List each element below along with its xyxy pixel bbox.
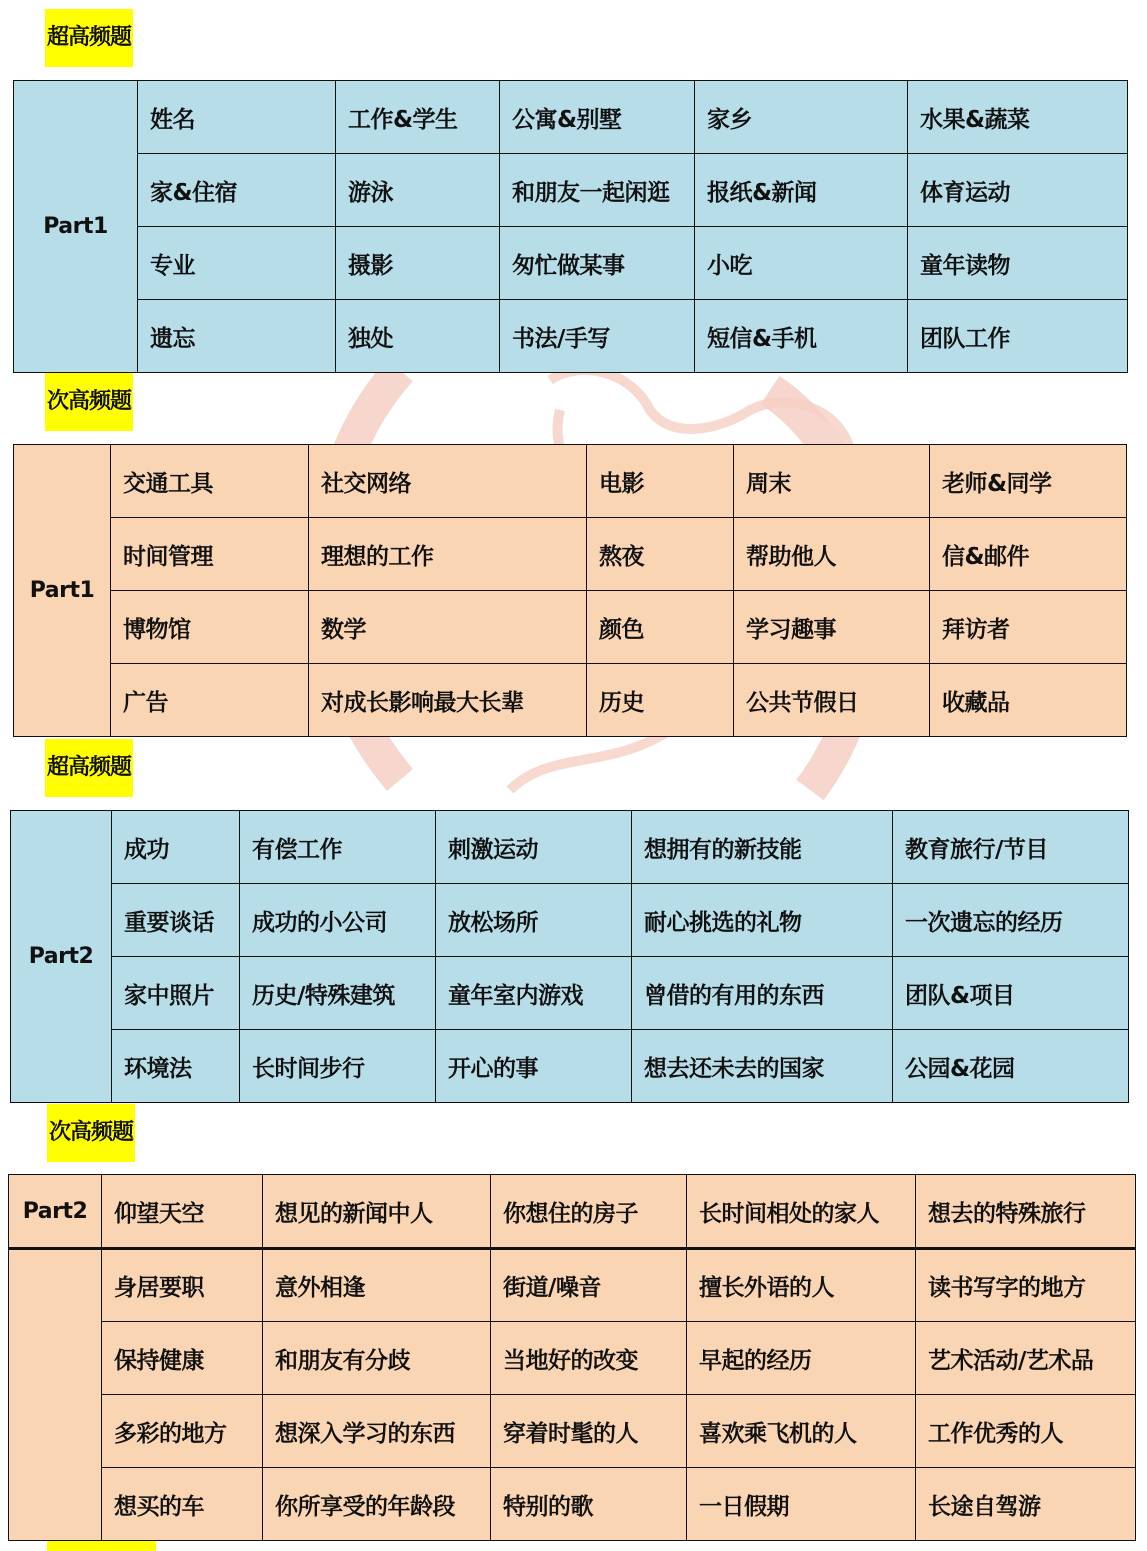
part-label-empty xyxy=(9,1249,102,1541)
topic-cell: 穿着时髦的人 xyxy=(491,1395,687,1468)
topic-cell: 想见的新闻中人 xyxy=(263,1175,491,1249)
topic-cell: 姓名 xyxy=(138,81,336,154)
topic-cell: 工作&学生 xyxy=(336,81,500,154)
table-row xyxy=(14,591,1127,664)
topic-cell: 老师&同学 xyxy=(930,445,1127,518)
topic-cell: 小吃 xyxy=(695,227,908,300)
topic-cell: 理想的工作 xyxy=(309,518,587,591)
topic-cell: 信&邮件 xyxy=(930,518,1127,591)
section-label-part1-second-high: 次高频题 xyxy=(45,373,133,431)
section-label-part2-super-high: 超高频题 xyxy=(45,739,133,797)
topic-cell: 刺激运动 xyxy=(436,811,632,884)
topic-cell: 专业 xyxy=(138,227,336,300)
topic-cell: 你所享受的年龄段 xyxy=(263,1468,491,1541)
topic-cell: 早起的经历 xyxy=(687,1322,916,1395)
topic-cell: 长时间相处的家人 xyxy=(687,1175,916,1249)
topic-cell: 体育运动 xyxy=(908,154,1128,227)
table-row xyxy=(9,1175,1136,1249)
topic-cell: 想去的特殊旅行 xyxy=(916,1175,1136,1249)
topic-cell: 一次遗忘的经历 xyxy=(893,884,1129,957)
topic-cell: 当地好的改变 xyxy=(491,1322,687,1395)
topic-cell: 公共节假日 xyxy=(734,664,930,737)
table-row xyxy=(14,445,1127,518)
topic-cell: 想拥有的新技能 xyxy=(632,811,893,884)
table-row xyxy=(14,154,1128,227)
topic-cell: 家&住宿 xyxy=(138,154,336,227)
topic-table-part2-second-high xyxy=(8,1174,1136,1541)
topic-cell: 独处 xyxy=(336,300,500,373)
table-row xyxy=(9,1468,1136,1541)
topic-cell: 放松场所 xyxy=(436,884,632,957)
topic-cell: 短信&手机 xyxy=(695,300,908,373)
topic-cell: 历史 xyxy=(587,664,734,737)
table-row xyxy=(14,518,1127,591)
part-label: Part2 xyxy=(9,1175,102,1249)
table-row xyxy=(14,664,1127,737)
topic-cell: 成功 xyxy=(112,811,240,884)
topic-cell: 遗忘 xyxy=(138,300,336,373)
topic-cell: 收藏品 xyxy=(930,664,1127,737)
topic-cell: 擅长外语的人 xyxy=(687,1249,916,1322)
topic-cell: 历史/特殊建筑 xyxy=(240,957,436,1030)
topic-cell: 匆忙做某事 xyxy=(500,227,695,300)
topic-cell: 曾借的有用的东西 xyxy=(632,957,893,1030)
part-label: Part1 xyxy=(14,445,111,737)
topic-cell: 环境法 xyxy=(112,1030,240,1103)
topic-cell: 公园&花园 xyxy=(893,1030,1129,1103)
table-row xyxy=(14,227,1128,300)
topic-cell: 游泳 xyxy=(336,154,500,227)
topic-cell: 读书写字的地方 xyxy=(916,1249,1136,1322)
table-row xyxy=(9,1249,1136,1322)
topic-cell: 家乡 xyxy=(695,81,908,154)
topic-cell: 书法/手写 xyxy=(500,300,695,373)
table-row xyxy=(14,81,1128,154)
topic-table-part2-super-high xyxy=(10,810,1129,1103)
section-label-cutoff-bottom xyxy=(47,1541,156,1551)
table-row xyxy=(11,811,1129,884)
table-row xyxy=(11,884,1129,957)
topic-cell: 长途自驾游 xyxy=(916,1468,1136,1541)
topic-cell: 意外相逢 xyxy=(263,1249,491,1322)
topic-cell: 保持健康 xyxy=(102,1322,263,1395)
topic-cell: 周末 xyxy=(734,445,930,518)
topic-cell: 报纸&新闻 xyxy=(695,154,908,227)
topic-cell: 和朋友一起闲逛 xyxy=(500,154,695,227)
topic-cell: 数学 xyxy=(309,591,587,664)
topic-cell: 重要谈话 xyxy=(112,884,240,957)
table-row xyxy=(11,1030,1129,1103)
topic-cell: 和朋友有分歧 xyxy=(263,1322,491,1395)
topic-cell: 教育旅行/节目 xyxy=(893,811,1129,884)
topic-cell: 博物馆 xyxy=(111,591,309,664)
topic-cell: 团队&项目 xyxy=(893,957,1129,1030)
topic-cell: 水果&蔬菜 xyxy=(908,81,1128,154)
topic-cell: 想去还未去的国家 xyxy=(632,1030,893,1103)
topic-cell: 团队工作 xyxy=(908,300,1128,373)
part-label: Part2 xyxy=(11,811,112,1103)
topic-cell: 对成长影响最大长辈 xyxy=(309,664,587,737)
topic-cell: 开心的事 xyxy=(436,1030,632,1103)
topic-cell: 耐心挑选的礼物 xyxy=(632,884,893,957)
topic-cell: 一日假期 xyxy=(687,1468,916,1541)
topic-cell: 仰望天空 xyxy=(102,1175,263,1249)
topic-cell: 成功的小公司 xyxy=(240,884,436,957)
section-label-part1-super-high: 超高频题 xyxy=(45,9,133,67)
topic-cell: 家中照片 xyxy=(112,957,240,1030)
topic-cell: 帮助他人 xyxy=(734,518,930,591)
topic-cell: 熬夜 xyxy=(587,518,734,591)
topic-table-part1-super-high xyxy=(13,80,1128,373)
topic-cell: 长时间步行 xyxy=(240,1030,436,1103)
topic-cell: 交通工具 xyxy=(111,445,309,518)
topic-cell: 童年读物 xyxy=(908,227,1128,300)
topic-cell: 多彩的地方 xyxy=(102,1395,263,1468)
topic-cell: 颜色 xyxy=(587,591,734,664)
topic-cell: 想买的车 xyxy=(102,1468,263,1541)
topic-cell: 学习趣事 xyxy=(734,591,930,664)
topic-cell: 身居要职 xyxy=(102,1249,263,1322)
topic-cell: 艺术活动/艺术品 xyxy=(916,1322,1136,1395)
topic-cell: 工作优秀的人 xyxy=(916,1395,1136,1468)
topic-cell: 广告 xyxy=(111,664,309,737)
topic-table-part1-second-high xyxy=(13,444,1127,737)
topic-cell: 拜访者 xyxy=(930,591,1127,664)
topic-cell: 你想住的房子 xyxy=(491,1175,687,1249)
topic-cell: 公寓&别墅 xyxy=(500,81,695,154)
topic-cell: 社交网络 xyxy=(309,445,587,518)
section-label-part2-second-high: 次高频题 xyxy=(47,1104,135,1162)
table-row xyxy=(14,300,1128,373)
topic-cell: 特别的歌 xyxy=(491,1468,687,1541)
topic-cell: 街道/噪音 xyxy=(491,1249,687,1322)
table-row xyxy=(11,957,1129,1030)
topic-cell: 时间管理 xyxy=(111,518,309,591)
part-label: Part1 xyxy=(14,81,138,373)
table-row xyxy=(9,1322,1136,1395)
topic-cell: 摄影 xyxy=(336,227,500,300)
topic-cell: 想深入学习的东西 xyxy=(263,1395,491,1468)
topic-cell: 电影 xyxy=(587,445,734,518)
table-row xyxy=(9,1395,1136,1468)
topic-cell: 有偿工作 xyxy=(240,811,436,884)
topic-cell: 童年室内游戏 xyxy=(436,957,632,1030)
topic-cell: 喜欢乘飞机的人 xyxy=(687,1395,916,1468)
